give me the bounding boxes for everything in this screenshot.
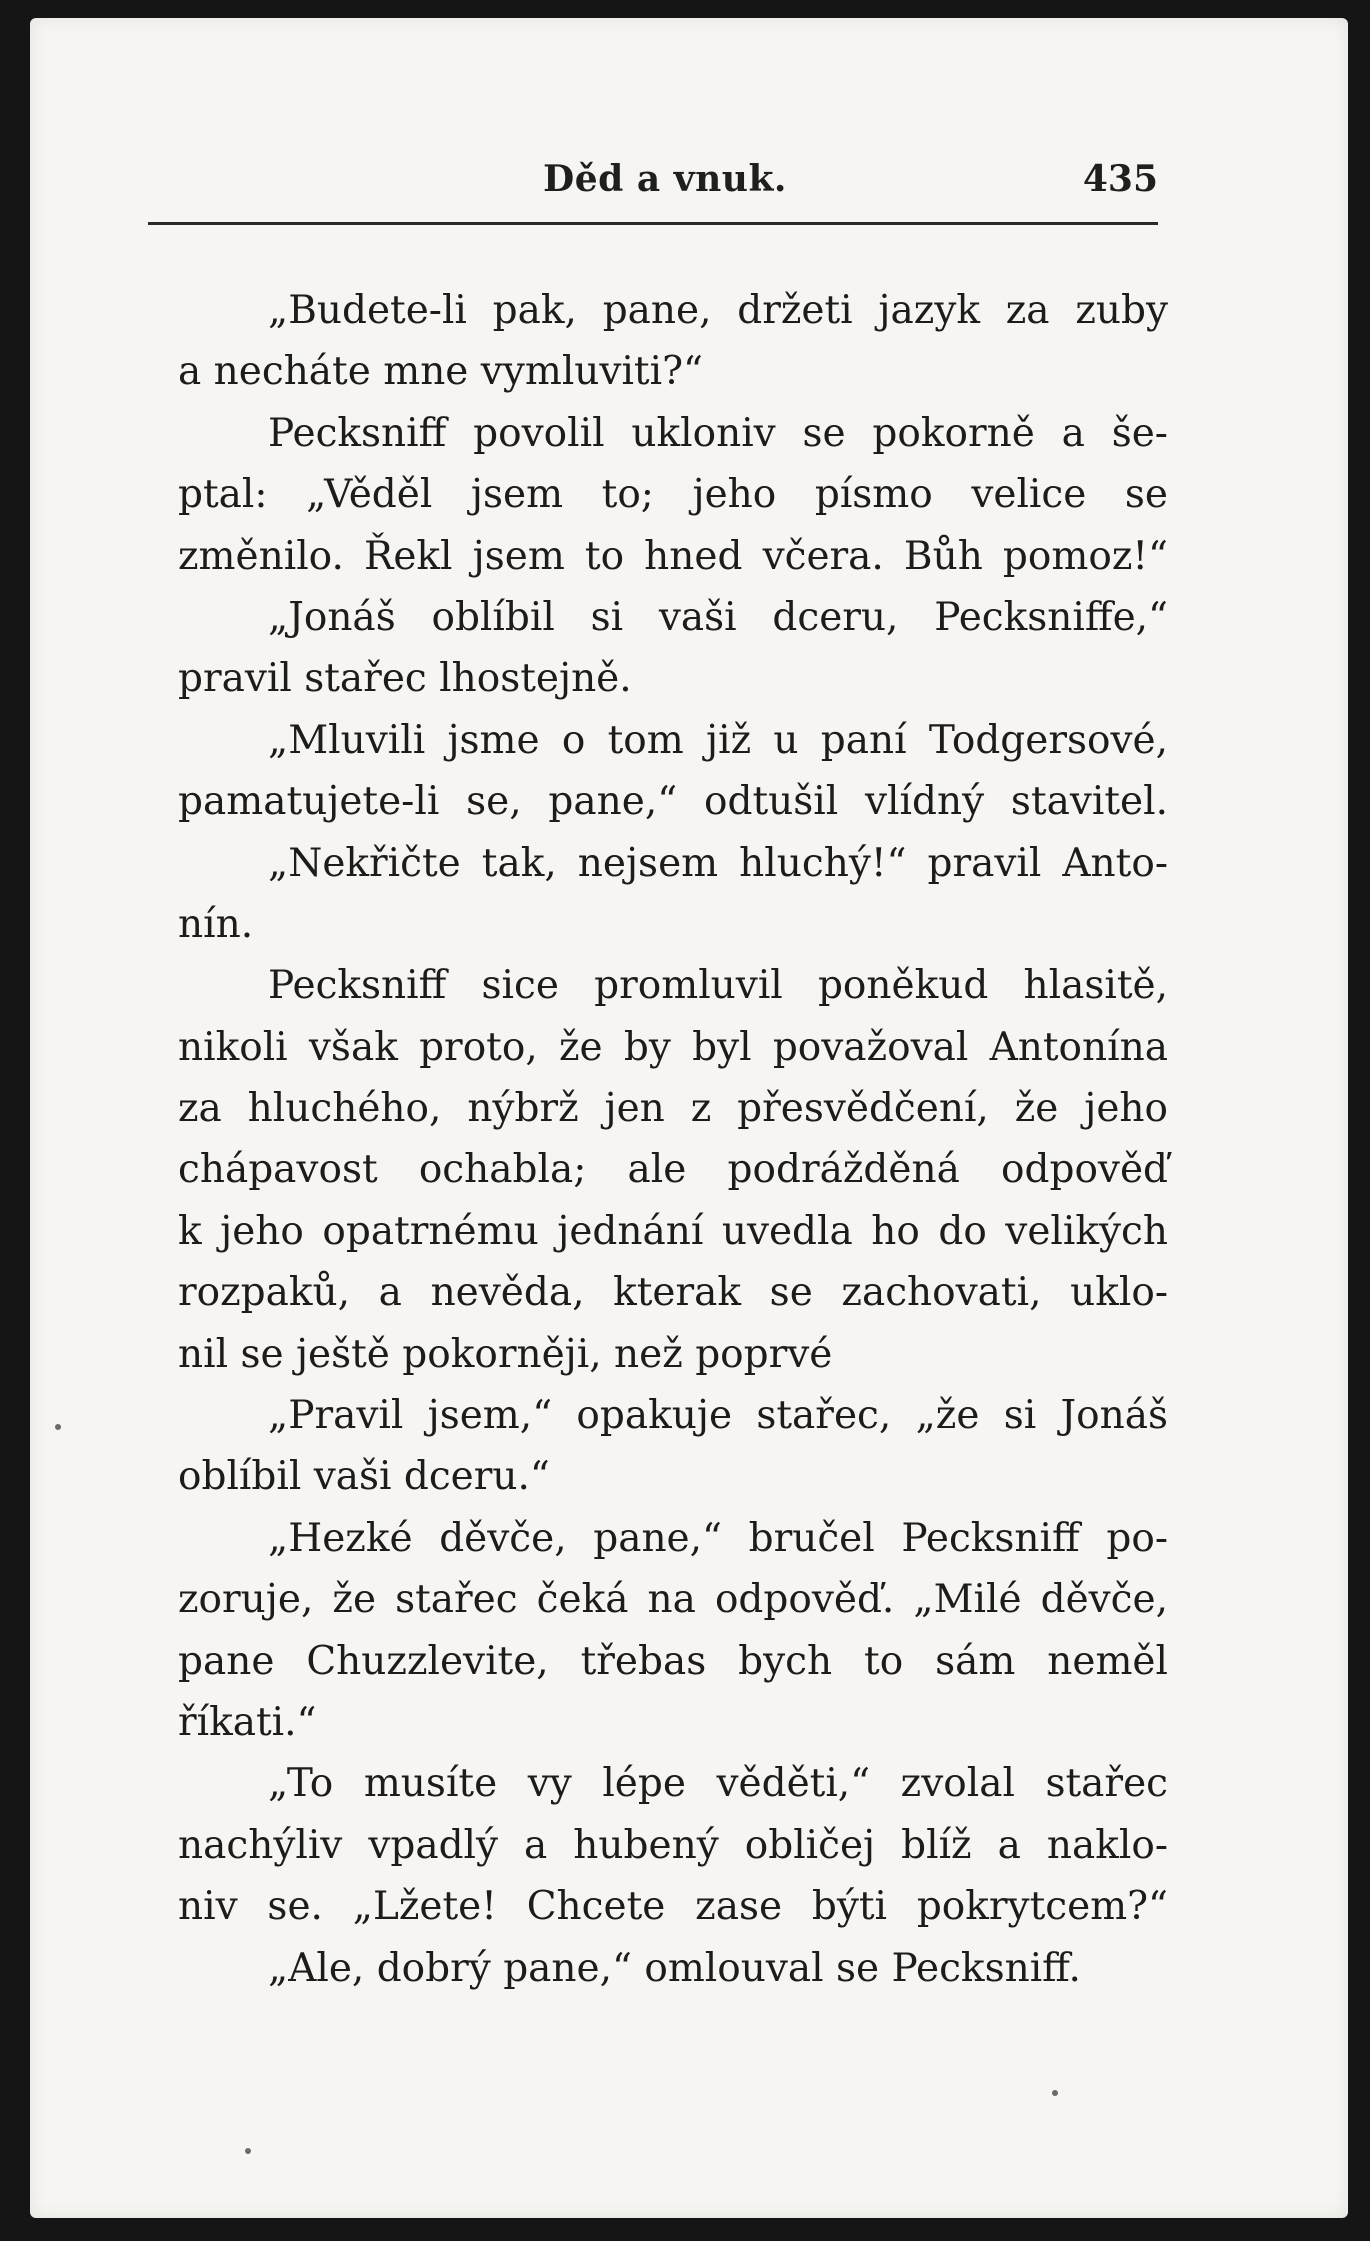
text-line: nín.: [178, 901, 254, 947]
text-line: „To musíte vy lépe věděti,“ zvolal stařec: [268, 1761, 1168, 1807]
text-line: niv se. „Lžete! Chcete zase býti pokrytcem?“: [178, 1884, 1168, 1930]
text-line: pravil stařec lhostejně.: [178, 656, 632, 702]
text-line: za hluchého, nýbrž jen z přesvědčení, že jeho: [178, 1086, 1168, 1132]
text-line: nil se ještě pokorněji, než poprvé: [178, 1331, 833, 1377]
running-head: [148, 150, 1158, 210]
text-line: „Mluvili jsme o tom již u paní Todgersové,: [268, 717, 1168, 763]
text-line: zoruje, že stařec čeká na odpověď. „Milé děvče,: [178, 1577, 1168, 1623]
paper-speck: [245, 2148, 251, 2154]
paper-speck: [55, 1424, 61, 1430]
text-line: ptal: „Věděl jsem to; jeho písmo velice se: [178, 472, 1168, 518]
text-line: říkati.“: [178, 1699, 317, 1745]
paper-speck: [1052, 2090, 1058, 2096]
text-line: „Jonáš oblíbil si vaši dceru, Pecksniffe,“: [268, 594, 1168, 640]
text-line: pamatujete-li se, pane,“ odtušil vlídný stavitel.: [178, 779, 1168, 825]
running-title: Děd a vnuk.: [543, 158, 787, 200]
text-line: „Ale, dobrý pane,“ omlouval se Pecksniff.: [268, 1945, 1081, 1991]
text-line: k jeho opatrnému jednání uvedla ho do velikých: [178, 1208, 1168, 1254]
text-line: „Hezké děvče, pane,“ bručel Pecksniff po-: [268, 1515, 1168, 1561]
text-line: změnilo. Řekl jsem to hned včera. Bůh pomoz!“: [178, 533, 1168, 579]
text-line: a necháte mne vymluviti?“: [178, 349, 703, 395]
text-line: „Nekřičte tak, nejsem hluchý!“ pravil Anto-: [268, 840, 1168, 886]
text-line: pane Chuzzlevite, třebas bych to sám neměl: [178, 1638, 1168, 1684]
text-line: rozpaků, a nevěda, kterak se zachovati, uklo-: [178, 1270, 1168, 1316]
body-text: [178, 280, 1168, 1999]
header-rule: [148, 222, 1158, 225]
page-number: 435: [1082, 158, 1158, 200]
text-line: „Pravil jsem,“ opakuje stařec, „že si Jonáš: [268, 1393, 1168, 1439]
text-line: Pecksniff povolil ukloniv se pokorně a še-: [268, 410, 1168, 456]
text-line: nikoli však proto, že by byl považoval Antonína: [178, 1024, 1168, 1070]
text-line: nachýliv vpadlý a hubený obličej blíž a naklo-: [178, 1822, 1168, 1868]
text-line: Pecksniff sice promluvil poněkud hlasitě,: [268, 963, 1168, 1009]
text-line: chápavost ochabla; ale podrážděná odpověď: [178, 1147, 1168, 1193]
text-line: oblíbil vaši dceru.“: [178, 1454, 550, 1500]
text-line: „Budete-li pak, pane, držeti jazyk za zuby: [268, 288, 1168, 333]
